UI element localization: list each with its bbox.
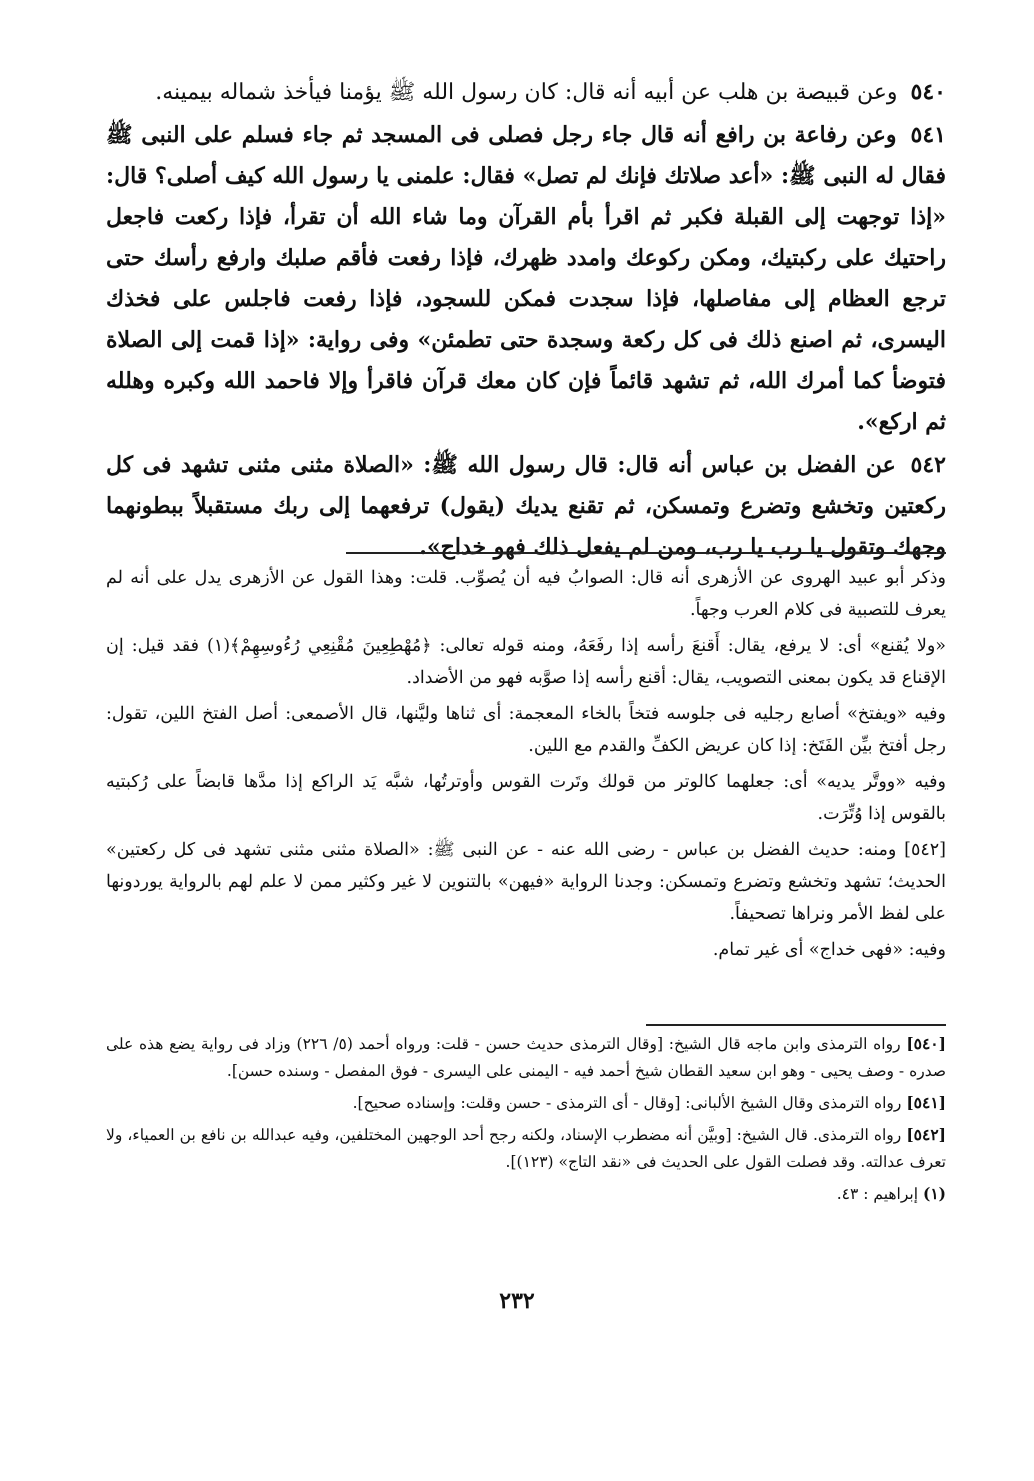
commentary-paragraph: [٥٤٢] ومنه: حديث الفضل بن عباس - رضى الله عنه - عن النبى ﷺ: «الصلاة مثنى مثنى تشهد فى كل ركعتين» الحديث؛ تشهد وتخشع وتضرع وتمسكن: وجدنا الرواية «فيهن» بالتنوين لا غير وكثير ممن لا علم لهم بالرواية يوردونها على لفظ الأمر ونراها تصحيفاً.	[106, 840, 946, 924]
hadith-number: ٥٤١	[910, 122, 946, 148]
section-divider	[346, 552, 946, 554]
footnote-ref: [٥٤٠]	[906, 1034, 946, 1053]
hadith-text: عن الفضل بن عباس أنه قال: قال رسول الله ﷺ: «الصلاة مثنى مثنى تشهد فى كل ركعتين وتخشع وتضرع وتمسكن، ثم تقنع يديك (يقول) ترفعهما إلى ربك مستقبلاً ببطونهما وجهك وتقول يا رب يا رب، ومن لم يفعل ذلك فهو خداج».	[106, 452, 946, 560]
hadith-541	[106, 115, 946, 443]
page-number: ٢٣٢	[499, 1288, 535, 1314]
footnotes-section	[106, 1030, 946, 1212]
footnote-ref: [٥٤١]	[906, 1093, 946, 1112]
commentary-paragraph: وفيه: «فهى خداج» أى غير تمام.	[712, 940, 946, 960]
footnote-text: إبراهيم : ٤٣.	[836, 1185, 919, 1203]
commentary-paragraph: وفيه «ووتَّر يديه» أى: جعلهما كالوتر من قولك وتَرت القوس وأوترتُها، شبَّه يَد الراكع إذا مدَّها قابضاً على رُكبتيه بالقوس إذا وُتِّرَت.	[106, 772, 946, 824]
footnote-ref: (١)	[922, 1184, 946, 1203]
footnote-divider	[646, 1024, 946, 1026]
hadith-number: ٥٤٢	[910, 452, 946, 478]
footnote	[106, 1089, 946, 1117]
footnote-ref: [٥٤٢]	[906, 1125, 946, 1144]
footnote	[106, 1180, 946, 1208]
footnote-text: رواه الترمذى وقال الشيخ الألبانى: [وقال - أى الترمذى - حسن وقلت: وإسناده صحيح].	[352, 1094, 902, 1112]
commentary-paragraph: وذكر أبو عبيد الهروى عن الأزهرى أنه قال: الصوابُ فيه أن يُصوِّب. قلت: وهذا القول عن الأزهرى يدل على أنه لم يعرف للتصبية فى كلام العرب وجهاً.	[106, 568, 946, 620]
footnote	[106, 1030, 946, 1085]
footnote-text: رواه الترمذى. قال الشيخ: [وبيَّن أنه مضطرب الإسناد، ولكنه رجح أحد الوجهين المختلفين، وفيه عبدالله بن نافع بن العمياء، ولا تعرف عدالته. وقد فصلت القول على الحديث فى «نقد التاج» (١٢٣)].	[106, 1126, 946, 1171]
hadith-542	[106, 445, 946, 568]
footnote	[106, 1121, 946, 1176]
hadith-section	[106, 72, 946, 570]
commentary-section	[106, 562, 946, 970]
hadith-540	[106, 72, 946, 113]
footnote-text: رواه الترمذى وابن ماجه قال الشيخ: [وقال الترمذى حديث حسن - قلت: ورواه أحمد (٥/ ٢٢٦) وزاد فى رواية يضع هذه على صدره - وصف يحيى - وهو ابن سعيد القطان شيخ أحمد فيه - اليمنى على اليسرى - فوق المفصل - وسنده حسن].	[106, 1035, 946, 1080]
hadith-text: وعن قبيصة بن هلب عن أبيه أنه قال: كان رسول الله ﷺ يؤمنا فيأخذ شماله بيمينه.	[155, 80, 898, 105]
hadith-text: وعن رفاعة بن رافع أنه قال جاء رجل فصلى فى المسجد ثم جاء فسلم على النبى ﷺ فقال له النبى ﷺ: «أعد صلاتك فإنك لم تصل» فقال: علمنى يا رسول الله كيف أصلى؟ قال: «إذا توجهت إلى القبلة فكبر ثم اقرأ بأم القرآن وما شاء الله أن تقرأ، فإذا ركعت فاجعل راحتيك على ركبتيك، ومكن ركوعك وامدد ظهرك، فإذا رفعت فأقم صلبك وارفع رأسك حتى ترجع العظام إلى مفاصلها، فإذا سجدت فمكن للسجود، فإذا رفعت فاجلس على فخذك اليسرى، ثم اصنع ذلك فى كل ركعة وسجدة حتى تطمئن» وفى رواية: «إذا قمت إلى الصلاة فتوضأ كما أمرك الله، ثم تشهد قائماً فإن كان معك قرآن فاقرأ وإلا فاحمد الله وكبره وهلله ثم اركع».	[106, 122, 947, 435]
commentary-paragraph: وفيه «ويفتخ» أصابع رجليه فى جلوسه فتخاً بالخاء المعجمة: أى ثناها وليَّنها، قال الأصمعى: أصل الفتخ اللين، تقول: رجل أفتخ بيِّن الفَتَخ: إذا كان عريض الكفِّ والقدم مع اللين.	[106, 704, 946, 756]
commentary-paragraph: «ولا يُقنع» أى: لا يرفع، يقال: أَقنعَ رأسه إذا رفَعَهُ، ومنه قوله تعالى: ﴿مُهْطِعِينَ مُقْنِعِي رُءُوسِهِمْ﴾(١) فقد قيل: إن الإقناع قد يكون بمعنى التصويب، يقال: أقنع رأسه إذا صوَّبه فهو من الأضداد.	[106, 636, 946, 688]
hadith-number: ٥٤٠	[910, 79, 946, 105]
